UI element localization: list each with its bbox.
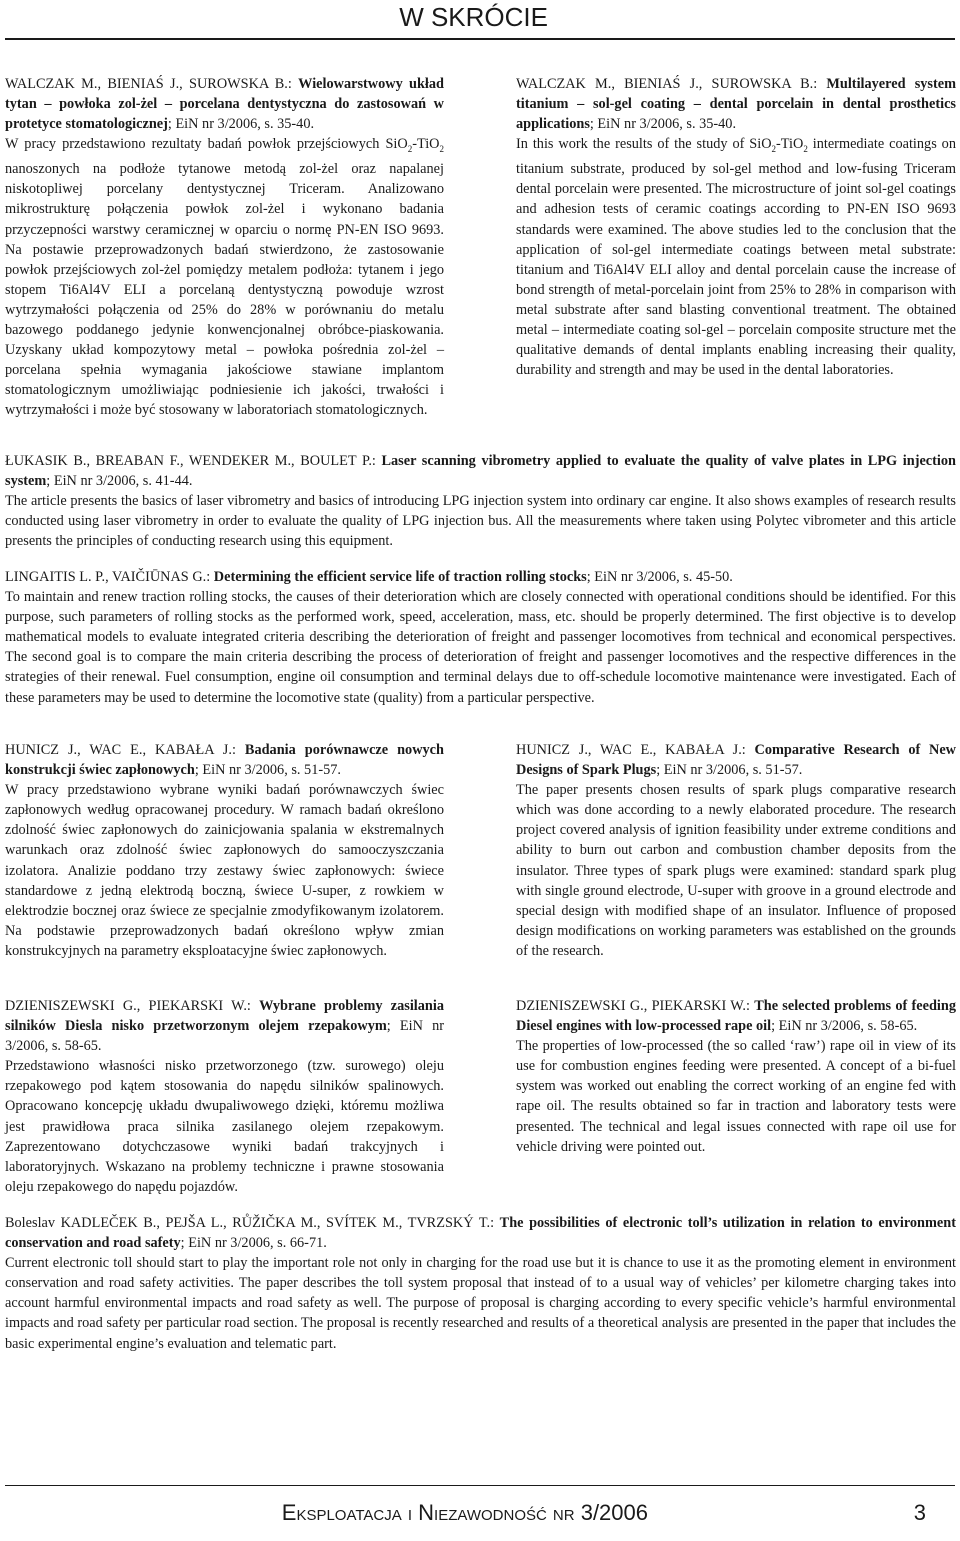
abstract-text: To maintain and renew traction rolling stocks, the causes of their deterioration which are closely connected with operational conditions should be identified. For this purpose, such parameters of rolling stocks as the performed work, speed, acceleration, mass, etc. should be properly determined. The first objective is to develop mathematical models to evaluate integrated criteria describing the deterioration of freight and passenger locomotives from technical and economical perspectives. The second goal is to compare the main criteria describing the process of deterioration of freight and passenger locomotives and the respective differences in the strategies of their renewal. Fuel consumption, engine oil consumption and terminal delays due to off-schedule locomotive maintenance were investigated. Each of these parameters may be used to determine the locomotive state (quality) from a particular perspective. <box>5 589 956 706</box>
reference <box>5 740 444 780</box>
reference <box>516 996 956 1036</box>
abstract-entry-dzieniszewski-en <box>516 996 956 1157</box>
article-title: Laser scanning vibrometry applied to evaluate the quality of valve plates in LPG injection system <box>5 453 956 490</box>
authors: HUNICZ J., WAC E., KABAŁA J.: <box>5 742 236 758</box>
citation: ; EiN nr 3/2006, s. 41-44. <box>46 473 193 490</box>
abstract-entry-kadlecek <box>5 1213 956 1354</box>
authors: DZIENISZEWSKI G., PIEKARSKI W.: <box>516 998 750 1014</box>
article-title: The selected problems of feeding Diesel engines with low-processed rape oil <box>516 998 957 1035</box>
abstract-text: The properties of low-processed (the so called ‘raw’) rape oil in view of its use for combustion engines feeding were presented. A concept of a bi-fuel system was worked out enabling the correct working of an engine fed with rape oil. The results obtained so far in traction and laboratory tests were presented. The technical and legal issues connected with rape oil use for vehicle driving were pointed out. <box>516 1038 956 1155</box>
citation: ; EiN nr 3/2006, s. 35-40. <box>589 116 737 133</box>
authors: DZIENISZEWSKI G., PIEKARSKI W.: <box>5 998 251 1014</box>
citation: ; EiN nr 3/2006, s. 51-57. <box>656 762 803 779</box>
authors: WALCZAK M., BIENIAŚ J., SUROWSKA B.: <box>5 76 292 92</box>
authors: WALCZAK M., BIENIAŚ J., SUROWSKA B.: <box>516 76 818 92</box>
abstract-text: In this work the results of the study of SiO$_2$-TiO$_2$ intermediate coatings on titanium substrate, produced by sol-gel method and low-fusing Triceram dental porcelain were presented. The microstructure of joint sol-gel coatings and adhesion tests of ceramic coatings according to PN-EN ISO 9693 standards were examined. The above studies led to the conclusion that the application of sol-gel intermediate coatings between metal substrate: titanium and Ti6Al4V ELI alloy and dental porcelain cause the increase of bond strength of metal-porcelain joint from 25% to 28% in comparison with metal substrate after sand blasting conventional treatment. The obtained metal – intermediate coating sol-gel – porcelain composite structure met the qualitative demands of dental implants enabling increasing their quality, durability and strength and may be used in the dental laboratories. <box>516 136 956 379</box>
reference <box>516 740 956 780</box>
citation: ; EiN nr 3/2006, s. 58-65. <box>771 1018 918 1035</box>
abstract-text: W pracy przedstawiono rezultaty badań powłok przejściowych SiO$_2$-TiO$_2$ nanoszonych na podłoże tytanowe metodą zol-żel oraz napalanej niskotopliwej porcelany dentystycznej Triceram. Analizowano mikrostrukturę połączenia powłok zol-żel i wykonano badania przyczepności warstwy ceramicznej w oparciu o normę PN-EN ISO 9693. Na postawie przeprowadzonych badań stwierdzono, że zastosowanie powłok przejściowych zol-żel pomiędzy metalem podłoża: tytanem i jego stopem Ti6Al4V ELI a porcelaną dentystyczną powoduje wzrost wytrzymałości połączenia od 25% do 28% w porównaniu do metalu bazowego poddanego jedynie konwencjonalnej obróbce-piaskowania. Uzyskany układ kompozytowy metal – powłoka pośrednia zol-żel – porcelana spełnia wymagania jakościowe stawiane implantom stomatologicznym umożliwiając podniesienie ich jakości, trwałości i wytrzymałości i może być stosowany w laboratoriach stomatologicznych. <box>5 136 444 419</box>
abstract-entry-lingaitis <box>5 567 956 708</box>
reference <box>5 567 956 587</box>
citation: ; EiN nr 3/2006, s. 45-50. <box>586 569 733 585</box>
article-title: Wybrane problemy zasilania silników Diesla nisko przetworzonym olejem rzepakowym <box>5 998 444 1035</box>
abstract-entry-hunicz-en <box>516 740 956 961</box>
abstract-entry-hunicz-pl <box>5 740 444 961</box>
authors: ŁUKASIK B., BREABAN F., WENDEKER M., BOULET P.: <box>5 453 376 469</box>
reference <box>5 74 444 134</box>
reference <box>516 74 956 134</box>
header-rule <box>5 38 955 40</box>
abstract-entry-dzieniszewski-pl <box>5 996 444 1197</box>
citation: ; EiN nr 3/2006, s. 66-71. <box>180 1235 327 1252</box>
abstract-text: The article presents the basics of laser vibrometry and basics of introducing LPG injection system into ordinary car engine. It also shows examples of research results conducted using laser vibrometry in order to evaluate the quality of LPG injection bus. All the measurements where taken using Polytec vibrometer and this article presents the principles of conducting research using this equipment. <box>5 493 956 550</box>
article-title: The possibilities of electronic toll’s utilization in relation to environment conservation and road safety <box>5 1215 956 1252</box>
abstract-entry-walczak-en <box>516 74 956 380</box>
article-title: Determining the efficient service life of traction rolling stocks <box>213 569 587 585</box>
article-title: Badania porównawcze nowych konstrukcji świec zapłonowych <box>5 742 444 779</box>
abstract-text: Przedstawiono własności nisko przetworzonego (tzw. surowego) oleju rzepakowego pod kątem stosowania do napędu silników spalinowych. Opracowano koncepcję układu dwupaliwowego dzięki, któremu możliwa jest prawidłowa praca silnika zasilanego olejem rzepakowym. Zaprezentowano dotychczasowe wyniki badań trakcyjnych i laboratoryjnych. Wskazano na problemy techniczne i prawne stosowania oleju rzepakowego do napędu pojazdów. <box>5 1058 444 1195</box>
citation: ; EiN nr 3/2006, s. 58-65. <box>5 1018 444 1055</box>
article-title: Comparative Research of New Designs of Spark Plugs <box>516 742 957 779</box>
footer-rule <box>5 1485 955 1486</box>
section-title: W SKRÓCIE <box>399 2 548 32</box>
abstract-text: The paper presents chosen results of spark plugs comparative research which was done according to a newly elaborated procedure. The research project covered analysis of ignition feasibility under extreme conditions and ability to burn out carbon and combustion chamber deposits from the insulator. Three types of spark plugs were examined: standard spark plug with single ground electrode, U-super with groove in a ground electrode and special design with modified shape of an insulator. Influence of proposed design modifications on working parameters was established on the grounds of the research. <box>516 782 956 959</box>
reference <box>5 1213 956 1253</box>
abstract-entry-walczak-pl <box>5 74 444 420</box>
citation: ; EiN nr 3/2006, s. 35-40. <box>167 116 315 133</box>
abstract-text: W pracy przedstawiono wybrane wyniki badań porównawczych świec zapłonowych według opracowanej procedury. W ramach badań określono zdolność świec zapłonowych do zainicjowania spalania w ekstremalnych warunkach oraz zdolność świec zapłonowych do samooczyszczania izolatora. Analizie poddano trzy zestawy świec zapłonowych: świece standardowe z jedną elektrodą boczną, świece U-super, z rowkiem w elektrodzie bocznej oraz świece ze specjalnie zmodyfikowanym izolatorem. Na podstawie przeprowadzonych badań określono wpływ zmian konstrukcyjnych na parametry eksploatacyjne świec zapłonowych. <box>5 782 444 959</box>
authors: LINGAITIS L. P., VAIČIŪNAS G.: <box>5 569 211 585</box>
article-title: Multilayered system titanium – sol-gel coating – dental porcelain in dental prosthetics applications <box>516 76 956 133</box>
page-number: 3 <box>913 1500 926 1525</box>
abstract-entry-lukasik <box>5 451 956 551</box>
authors: HUNICZ J., WAC E., KABAŁA J.: <box>516 742 746 758</box>
citation: ; EiN nr 3/2006, s. 51-57. <box>194 762 341 779</box>
reference <box>5 451 956 491</box>
journal-name: Eksploatacja i Niezawodność nr 3/2006 <box>281 1500 648 1525</box>
article-title: Wielowarstwowy układ tytan – powłoka zol-żel – porcelana dentystyczna do zastosowań w protetyce stomatologicznej <box>5 76 444 133</box>
abstract-text: Current electronic toll should start to play the important role not only in charging for the road use but it is chance to use it as the promoting element in environment conservation and road safety activities. The paper describes the toll system proposal that instead of to a usual way of vehicles’ per kilometre charging takes into account harmful environmental impacts and road safety as well. The purpose of proposal is charging according to every specific vehicle’s harmful environmental impacts and road safety per particular road section. The proposal is recently researched and results of a theoretical analysis are presented in the paper that includes the basic experimental engine’s evaluation and telematic part. <box>5 1255 956 1352</box>
authors: Boleslav KADLEČEK B., PEJŠA L., RŮŽIČKA M., SVÍTEK M., TVRZSKÝ T.: <box>5 1215 495 1231</box>
reference <box>5 996 444 1056</box>
